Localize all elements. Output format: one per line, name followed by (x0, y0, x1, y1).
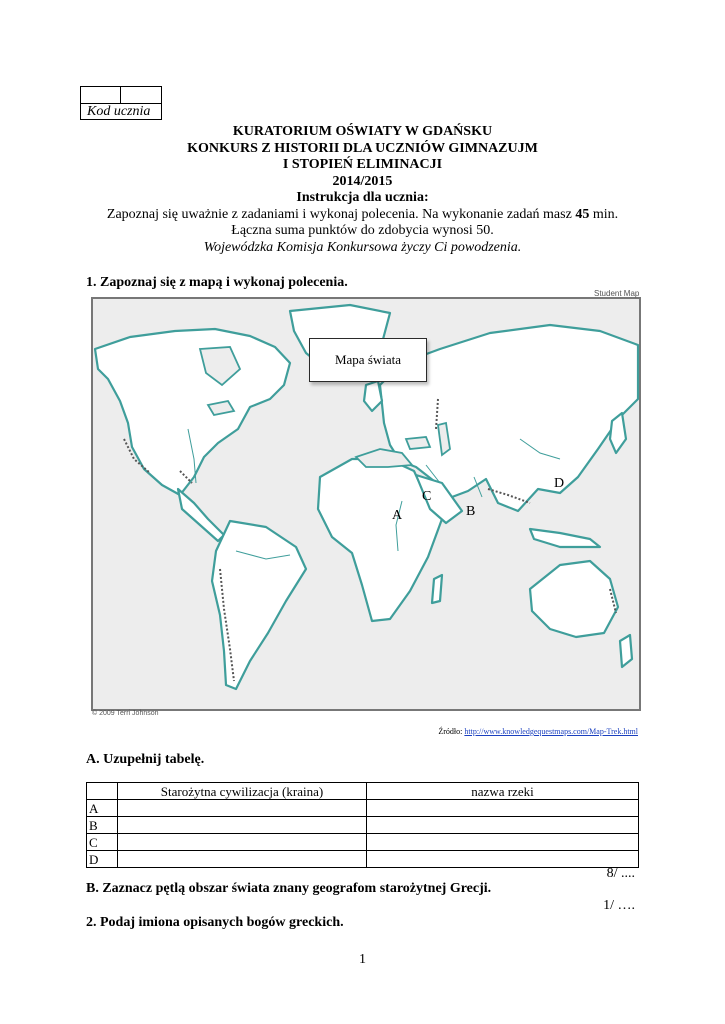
civilization-table (86, 782, 639, 868)
good-luck-line: Wojewódzka Komisja Konkursowa życzy Ci powodzenia. (203, 240, 522, 255)
civilization-answer-cell[interactable] (118, 834, 367, 851)
map-header: Student Map (594, 289, 640, 298)
instruction-title: Instrukcja dla ucznia: (296, 190, 429, 205)
source-prefix: Źródło: (438, 727, 465, 736)
header-line-1: KURATORIUM OŚWIATY W GDAŃSKU (232, 124, 493, 139)
table-row (87, 851, 639, 868)
row-label: D (87, 851, 118, 868)
header-line-4: 2014/2015 (332, 174, 393, 189)
black-sea (406, 437, 430, 449)
map-copyright: © 2009 Terri Johnson (92, 710, 159, 717)
river-answer-cell[interactable] (367, 834, 639, 851)
civilization-answer-cell[interactable] (118, 800, 367, 817)
table-header-civilization: Starożytna cywilizacja (kraina) (118, 783, 367, 800)
table-row (87, 817, 639, 834)
map-marker-b: B (466, 504, 476, 519)
table-header-river: nazwa rzeki (367, 783, 639, 800)
civilization-answer-cell[interactable] (118, 851, 367, 868)
source-link[interactable]: http://www.knowledgequestmaps.com/Map-Trek.html (464, 727, 638, 736)
madagascar (432, 575, 442, 603)
question-2-title: 2. Podaj imiona opisanych bogów greckich. (86, 915, 344, 930)
map-marker-c: C (422, 489, 432, 504)
map-marker-d: D (554, 476, 565, 491)
table-header-row (87, 783, 639, 800)
map-title-box: Mapa świata (309, 338, 427, 382)
row-label: C (87, 834, 118, 851)
student-code-box (80, 86, 162, 120)
part-b-score: 1/ …. (603, 898, 635, 913)
header-line-3: I STOPIEŃ ELIMINACJI (282, 157, 443, 172)
civilization-answer-cell[interactable] (118, 817, 367, 834)
question-1-title: 1. Zapoznaj się z mapą i wykonaj polecenia. (86, 275, 348, 290)
instruction-line-1 (0, 206, 725, 223)
world-map (90, 289, 642, 721)
part-a-title: A. Uzupełnij tabelę. (86, 752, 205, 767)
row-label: B (87, 817, 118, 834)
instruction-line-2: Łączna suma punktów do zdobycia wynosi 50. (231, 223, 494, 238)
page-number: 1 (359, 952, 366, 967)
river-answer-cell[interactable] (367, 800, 639, 817)
table-header-blank (87, 783, 118, 800)
river-answer-cell[interactable] (367, 851, 639, 868)
instruction-line-1-post: min. (589, 207, 619, 222)
header-line-2: KONKURS Z HISTORII DLA UCZNIÓW GIMNAZUJM (187, 141, 538, 156)
map-source (438, 727, 638, 736)
code-cell-2[interactable] (121, 87, 162, 104)
table-row (87, 800, 639, 817)
instruction-minutes: 45 (575, 207, 590, 222)
part-b-title: B. Zaznacz pętlą obszar świata znany geografom starożytnej Grecji. (86, 881, 492, 896)
part-a-score: 8/ .... (606, 866, 635, 881)
table-row (87, 834, 639, 851)
river-answer-cell[interactable] (367, 817, 639, 834)
map-marker-a: A (392, 508, 403, 523)
instruction-line-1-pre: Zapoznaj się uważnie z zadaniami i wykonaj polecenia. Na wykonanie zadań masz (106, 207, 576, 222)
code-cell-1[interactable] (81, 87, 121, 104)
student-code-label: Kod ucznia (87, 104, 151, 119)
row-label: A (87, 800, 118, 817)
